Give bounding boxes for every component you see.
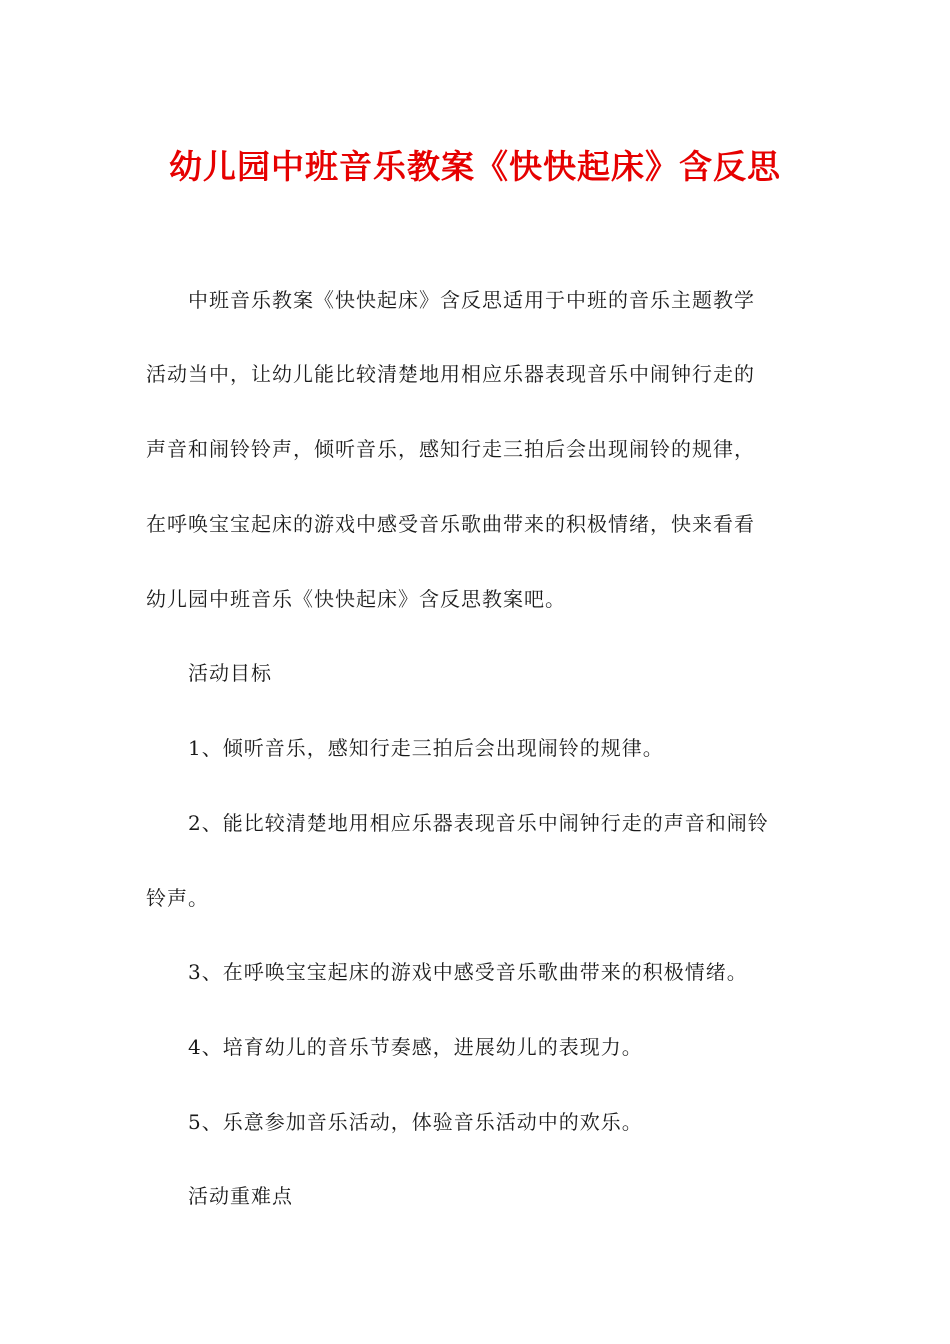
intro-line-4: 在呼唤宝宝起床的游戏中感受音乐歌曲带来的积极情绪，快来看看 [146, 512, 755, 536]
goal-item-3: 3、在呼唤宝宝起床的游戏中感受音乐歌曲带来的积极情绪。 [188, 960, 748, 984]
intro-line-1: 中班音乐教案《快快起床》含反思适用于中班的音乐主题教学 [188, 288, 755, 312]
intro-line-2: 活动当中，让幼儿能比较清楚地用相应乐器表现音乐中闹钟行走的 [146, 362, 755, 386]
intro-line-3: 声音和闹铃铃声，倾听音乐，感知行走三拍后会出现闹铃的规律， [146, 437, 755, 461]
document-title: 幼儿园中班音乐教案《快快起床》含反思 [169, 147, 781, 186]
goal-item-2: 2、能比较清楚地用相应乐器表现音乐中闹钟行走的声音和闹铃 [188, 811, 769, 835]
goal-item-1: 1、倾听音乐，感知行走三拍后会出现闹铃的规律。 [188, 736, 664, 760]
goal-item-2-continued: 铃声。 [146, 886, 209, 910]
section-heading-key-points: 活动重难点 [188, 1184, 293, 1208]
intro-line-5: 幼儿园中班音乐《快快起床》含反思教案吧。 [146, 587, 566, 611]
section-heading-goals: 活动目标 [188, 661, 272, 685]
goal-item-4: 4、培育幼儿的音乐节奏感，进展幼儿的表现力。 [188, 1035, 643, 1059]
goal-item-5: 5、乐意参加音乐活动，体验音乐活动中的欢乐。 [188, 1110, 643, 1134]
